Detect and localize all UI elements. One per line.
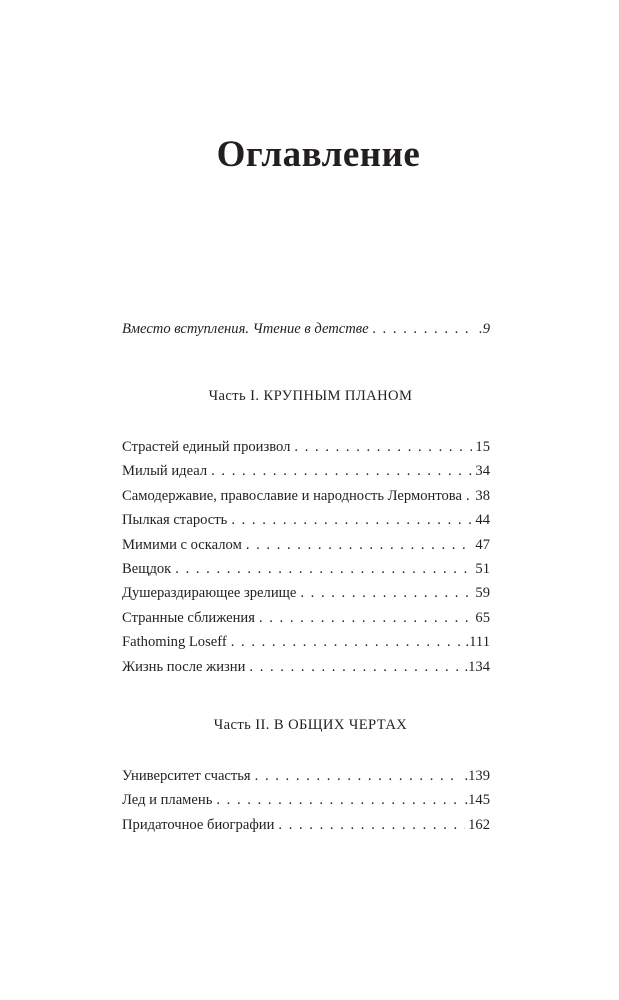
dot-leader <box>216 788 461 812</box>
toc-entry[interactable] <box>122 630 490 654</box>
entry-label: Страстей единый произвол <box>122 439 291 455</box>
part-1-heading: Часть I. КРУПНЫМ ПЛАНОМ <box>208 388 413 404</box>
toc-entry[interactable] <box>122 606 490 630</box>
entry-label: Самодержавие, православие и народность Лермонтова <box>122 487 462 504</box>
entry-page: .9 <box>479 321 490 337</box>
dot-leader <box>259 606 472 630</box>
entry-label: Вместо вступления. Чтение в детстве <box>122 321 369 337</box>
toc-entry[interactable] <box>122 581 490 605</box>
dot-leader <box>231 630 463 654</box>
entry-label: Fathoming Loseff <box>122 634 227 651</box>
dot-leader <box>466 484 472 508</box>
page-title: Оглавление <box>216 133 421 175</box>
dot-leader <box>175 557 472 581</box>
entry-page: 44 <box>475 512 490 529</box>
entry-label: Мимими с оскалом <box>122 536 242 553</box>
intro-entry[interactable] <box>122 317 490 341</box>
entry-page: .134 <box>464 658 490 675</box>
entry-page: .111 <box>465 634 490 651</box>
entry-label: Придаточное биографии <box>122 816 275 833</box>
part-1-entries <box>122 435 490 679</box>
dot-leader <box>255 764 462 788</box>
toc-entry[interactable] <box>122 508 490 532</box>
entry-page: 15 <box>475 439 490 455</box>
toc-entry[interactable] <box>122 557 490 581</box>
entry-page: 47 <box>475 536 490 553</box>
toc-entry[interactable] <box>122 655 490 679</box>
part-2-entries <box>122 764 490 837</box>
toc-entry[interactable] <box>122 788 490 812</box>
entry-page: 34 <box>475 463 490 480</box>
entry-label: Странные сближения <box>122 609 255 626</box>
entry-page: 51 <box>475 560 490 577</box>
dot-leader <box>211 459 472 483</box>
entry-page: 38 <box>475 487 490 504</box>
toc-entry[interactable] <box>122 764 490 788</box>
toc-entry[interactable] <box>122 435 490 459</box>
toc-entry[interactable] <box>122 484 490 508</box>
toc-entry[interactable] <box>122 459 490 483</box>
entry-label: Вещдок <box>122 560 172 577</box>
entry-page: .139 <box>464 768 490 784</box>
dot-leader <box>373 317 476 341</box>
entry-page: 162 <box>468 816 490 833</box>
entry-label: Милый идеал <box>122 463 208 480</box>
dot-leader <box>278 813 465 837</box>
entry-page: 65 <box>475 609 490 626</box>
entry-label: Жизнь после жизни <box>122 658 246 675</box>
entry-page: .145 <box>464 792 490 809</box>
toc-entry[interactable] <box>122 533 490 557</box>
part-2-heading: Часть II. В ОБЩИХ ЧЕРТАХ <box>213 717 408 733</box>
toc-entry[interactable] <box>122 813 490 837</box>
dot-leader <box>231 508 472 532</box>
entry-page: 59 <box>475 585 490 602</box>
entry-label: Пылкая старость <box>122 512 228 529</box>
entry-label: Душераздирающее зрелище <box>122 585 297 602</box>
dot-leader <box>249 655 461 679</box>
dot-leader <box>294 435 472 459</box>
entry-label: Университет счастья <box>122 768 251 784</box>
entry-label: Лед и пламень <box>122 792 213 809</box>
dot-leader <box>246 533 473 557</box>
dot-leader <box>300 581 472 605</box>
